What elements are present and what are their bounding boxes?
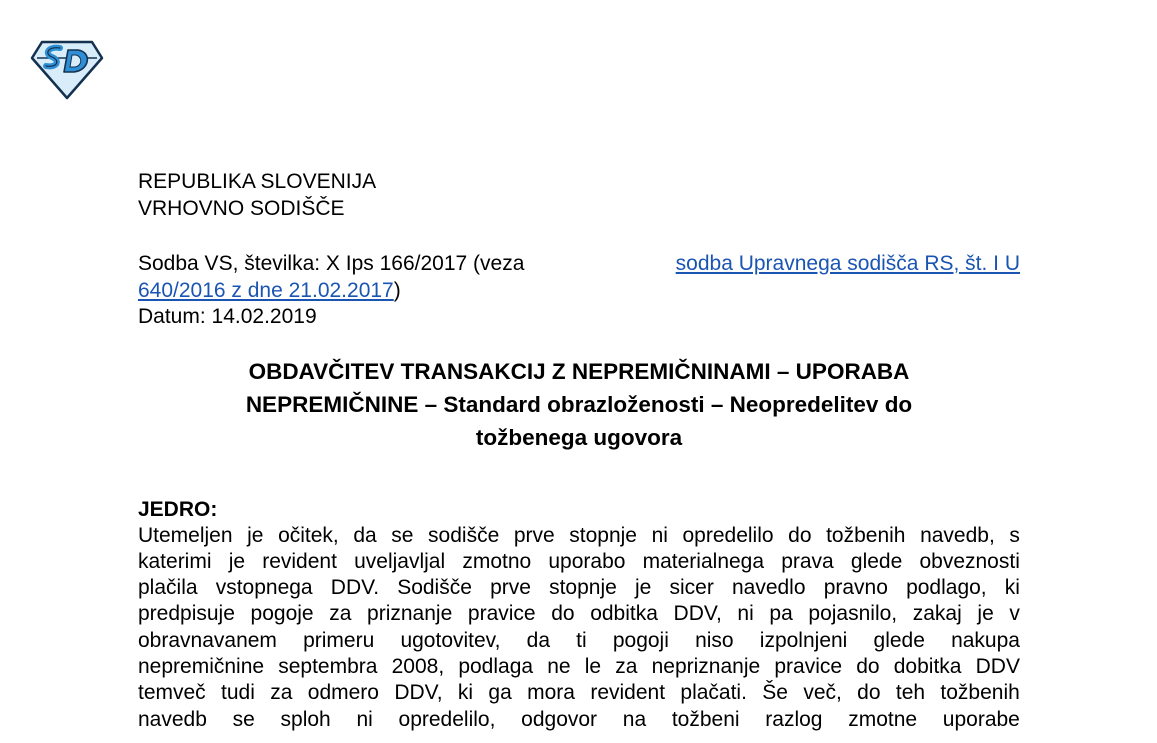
document-title <box>138 355 1020 454</box>
summary-word: mora <box>527 681 575 705</box>
summary-word: ki <box>1004 576 1020 600</box>
summary-word: ti <box>576 628 587 652</box>
summary-word: pravno <box>823 576 888 600</box>
summary-word: glede <box>873 628 925 652</box>
summary-word: obveznosti <box>919 549 1020 573</box>
summary-word: stopnje <box>569 523 637 547</box>
summary-word: ugotovitev, <box>400 628 501 652</box>
summary-word: teh <box>895 681 926 705</box>
summary-word: da <box>526 628 550 652</box>
summary-word: nakupa <box>951 628 1020 652</box>
summary-word: revident <box>590 681 666 705</box>
summary-word: katerimi <box>138 549 212 573</box>
summary-word: prve <box>513 523 555 547</box>
summary-paragraph <box>138 523 1020 733</box>
title-line: NEPREMIČNINE – Standard obrazloženosti – Neopredelitev do <box>245 391 913 417</box>
summary-word: plačila <box>138 576 198 600</box>
summary-word: temveč <box>138 681 206 705</box>
summary-line <box>138 575 1020 601</box>
summary-word: sploh <box>280 707 331 731</box>
summary-word: na <box>622 707 647 731</box>
summary-word: plačati. <box>680 681 747 705</box>
summary-line <box>138 654 1020 680</box>
summary-word: očitek, <box>278 523 339 547</box>
summary-line <box>138 628 1020 654</box>
lower-court-judgment-link-date[interactable]: 640/2016 z dne 21.02.2017 <box>138 278 394 302</box>
court-heading: VRHOVNO SODIŠČE <box>138 197 345 220</box>
summary-word: opredelilo <box>682 523 774 547</box>
summary-word: stopnje <box>549 576 617 600</box>
summary-word: je <box>634 576 652 600</box>
summary-word: razlog <box>765 707 823 731</box>
summary-word: tudi <box>221 681 255 705</box>
case-reference <box>138 251 1020 331</box>
summary-word: dobitka <box>893 654 962 678</box>
summary-word: za <box>329 602 352 626</box>
summary-word: ni <box>737 602 754 626</box>
summary-word: nepremičnine <box>138 654 265 678</box>
summary-heading: JEDRO: <box>138 497 218 521</box>
summary-word: za <box>270 681 293 705</box>
court-logo <box>30 40 104 100</box>
summary-word: odmero <box>307 681 379 705</box>
summary-word: podlaga <box>458 654 534 678</box>
summary-word: sodišče <box>428 523 500 547</box>
summary-word: pa <box>769 602 793 626</box>
summary-word: DDV. <box>330 576 380 600</box>
summary-line <box>138 707 1020 733</box>
summary-word: sicer <box>669 576 714 600</box>
summary-word: podlago, <box>906 576 987 600</box>
summary-word: zmotno <box>462 549 532 573</box>
summary-word: tožbeni <box>671 707 740 731</box>
summary-word: priznanje <box>367 602 453 626</box>
summary-word: tožbenih <box>940 681 1020 705</box>
court-emblem-icon <box>30 40 104 100</box>
summary-word: le <box>584 654 602 678</box>
summary-word: uveljavljal <box>354 549 446 573</box>
summary-word: pojasnilo, <box>808 602 898 626</box>
summary-word: je <box>977 602 994 626</box>
summary-word: revident <box>262 549 337 573</box>
summary-word: do <box>856 654 880 678</box>
summary-word: se <box>391 523 414 547</box>
title-line: tožbenega ugovora <box>475 424 683 450</box>
summary-word: uporabo <box>548 549 626 573</box>
summary-word: DDV, <box>673 602 722 626</box>
summary-line <box>138 549 1020 575</box>
lower-court-judgment-link[interactable]: sodba Upravnega sodišča RS, št. I U <box>675 252 1020 275</box>
summary-word: odbitka <box>590 602 658 626</box>
summary-word: vstopnega <box>215 576 313 600</box>
summary-word: Še <box>762 681 788 705</box>
summary-word: za <box>615 654 638 678</box>
summary-word: pogoji <box>612 628 669 652</box>
summary-word: Sodišče <box>397 576 472 600</box>
summary-line <box>138 601 1020 627</box>
summary-word: zakaj <box>912 602 962 626</box>
summary-word: prve <box>490 576 531 600</box>
summary-word: niso <box>695 628 734 652</box>
summary-word: ni <box>651 523 668 547</box>
summary-word: več, <box>803 681 842 705</box>
summary-line <box>138 680 1020 706</box>
summary-word: do <box>551 602 575 626</box>
reference-prefix: Sodba VS, številka: X Ips 166/2017 (veza <box>138 252 525 275</box>
summary-word: zmotne <box>848 707 918 731</box>
summary-word: je <box>228 549 246 573</box>
summary-word: prava <box>781 549 834 573</box>
summary-word: nepriznanje <box>651 654 761 678</box>
reference-closing: ) <box>393 278 401 302</box>
summary-word: glede <box>850 549 903 573</box>
summary-word: do <box>857 681 881 705</box>
summary-word: do <box>788 523 812 547</box>
summary-word: s <box>1009 523 1020 547</box>
title-line: OBDAVČITEV TRANSAKCIJ Z NEPREMIČNINAMI – UPORABA <box>248 358 910 384</box>
summary-word: DDV <box>975 654 1020 678</box>
summary-word: odgovor <box>521 707 598 731</box>
document-body <box>138 168 1020 733</box>
summary-word: navedb <box>138 707 207 731</box>
summary-word: v <box>1009 602 1020 626</box>
summary-word: materialnega <box>642 549 765 573</box>
summary-word: da <box>353 523 377 547</box>
summary-word: izpolnjeni <box>759 628 848 652</box>
summary-word: Utemeljen <box>138 523 233 547</box>
summary-word: septembra <box>278 654 378 678</box>
summary-word: obravnavanem <box>138 628 277 652</box>
summary-word: opredelilo, <box>398 707 496 731</box>
summary-word: uporabe <box>942 707 1020 731</box>
summary-word: DDV, <box>394 681 443 705</box>
summary-word: ki <box>457 681 474 705</box>
summary-word: navedlo <box>731 576 806 600</box>
summary-word: predpisuje <box>138 602 235 626</box>
summary-word: 2008, <box>391 654 445 678</box>
summary-word: navedb, <box>920 523 995 547</box>
summary-word: ni <box>356 707 373 731</box>
summary-word: primeru <box>303 628 375 652</box>
judgment-date: Datum: 14.02.2019 <box>138 305 317 328</box>
summary-word: pogoje <box>250 602 314 626</box>
summary-word: se <box>232 707 255 731</box>
summary-line <box>138 523 1020 549</box>
summary-word: ga <box>488 681 512 705</box>
summary-word: pravice <box>467 602 536 626</box>
summary-word: je <box>247 523 264 547</box>
republic-heading: REPUBLIKA SLOVENIJA <box>138 170 377 193</box>
summary-word: ne <box>547 654 571 678</box>
summary-word: pravice <box>774 654 843 678</box>
summary-word: tožbenih <box>826 523 906 547</box>
